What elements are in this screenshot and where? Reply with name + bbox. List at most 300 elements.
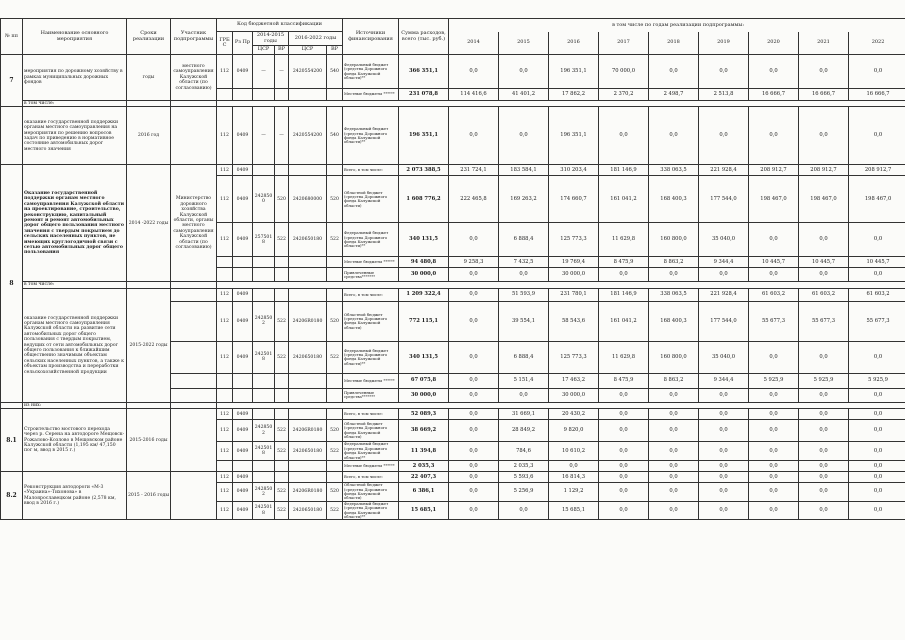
code-csr2 (289, 268, 327, 282)
year-value-cell: 181 146,9 (599, 165, 649, 176)
year-value-cell: 0,0 (649, 409, 699, 420)
year-value-cell: 55 677,3 (799, 301, 849, 341)
year-value-cell: 20 430,2 (549, 409, 599, 420)
code-vr2: 540 (327, 55, 343, 89)
year-header: 2022 (849, 32, 905, 55)
code-grbs: 112 (217, 341, 233, 373)
row-label-cell: в том числе: (23, 282, 127, 288)
code-grbs: 112 (217, 442, 233, 461)
year-header: 2015 (499, 32, 549, 55)
code-grbs: 112 (217, 165, 233, 176)
code-vr2 (327, 288, 343, 301)
code-vr2: 520 (327, 301, 343, 341)
year-value-cell: 0,0 (649, 107, 699, 165)
year-value-cell: 177 544,0 (699, 301, 749, 341)
code-vr1: 522 (275, 341, 289, 373)
code-vr1: 522 (275, 301, 289, 341)
year-value-cell: 0,0 (649, 472, 699, 483)
code-csr2 (289, 461, 327, 472)
code-grbs (217, 388, 233, 402)
year-value-cell: 31 669,1 (499, 409, 549, 420)
header-2016-2022: 2016-2022 годы (289, 32, 343, 46)
sum-cell: 30 000,0 (399, 268, 449, 282)
code-csr1 (253, 409, 275, 420)
code-rzpr: 0409 (233, 341, 253, 373)
code-grbs: 112 (217, 501, 233, 520)
code-vr1: 520 (275, 176, 289, 223)
code-vr1: 522 (275, 501, 289, 520)
code-vr2 (327, 373, 343, 388)
header-grbs: ГРБС (217, 32, 233, 55)
code-grbs (217, 461, 233, 472)
code-csr2 (289, 165, 327, 176)
code-csr1: 2425018 (253, 341, 275, 373)
year-value-cell: 5 925,9 (799, 373, 849, 388)
year-value-cell: 5 925,9 (749, 373, 799, 388)
code-csr2 (289, 409, 327, 420)
year-value-cell: 160 800,0 (649, 223, 699, 257)
year-value-cell: 0,0 (799, 483, 849, 502)
code-csr2 (289, 89, 327, 101)
year-value-cell: 0,0 (699, 501, 749, 520)
code-csr1 (253, 165, 275, 176)
code-vr1: — (275, 107, 289, 165)
sum-cell: 6 386,1 (399, 483, 449, 502)
code-csr2: 24206R0180 (289, 483, 327, 502)
year-value-cell: 0,0 (449, 442, 499, 461)
year-value-cell: 198 467,0 (849, 176, 905, 223)
year-value-cell: 0,0 (799, 472, 849, 483)
year-value-cell: 181 146,9 (599, 288, 649, 301)
code-vr1 (275, 257, 289, 268)
code-csr1 (253, 89, 275, 101)
year-value-cell: 2 498,7 (649, 89, 699, 101)
sum-cell: 340 131,5 (399, 223, 449, 257)
year-value-cell: 0,0 (699, 420, 749, 442)
year-value-cell: 55 677,3 (749, 301, 799, 341)
year-value-cell: 161 041,2 (599, 301, 649, 341)
year-value-cell: 0,0 (799, 442, 849, 461)
year-value-cell: 0,0 (699, 461, 749, 472)
year-value-cell: 0,0 (449, 483, 499, 502)
year-value-cell: 310 203,4 (549, 165, 599, 176)
event-name: мероприятия по дорожному хозяйству в рамках муниципальных дорожных фондов (23, 55, 127, 101)
sum-cell: 38 669,2 (399, 420, 449, 442)
year-value-cell: 5 593,6 (499, 472, 549, 483)
year-value-cell: 0,0 (699, 107, 749, 165)
year-value-cell: 231 724,1 (449, 165, 499, 176)
code-vr2 (327, 89, 343, 101)
code-vr2: 520 (327, 176, 343, 223)
year-value-cell: 0,0 (799, 409, 849, 420)
year-value-cell: 208 912,7 (799, 165, 849, 176)
year-value-cell: 8 475,9 (599, 257, 649, 268)
code-grbs: 112 (217, 223, 233, 257)
year-value-cell: 28 849,2 (499, 420, 549, 442)
source-cell: Федеральный бюджет (средства Дорожного фонда Калужской области)** (343, 442, 399, 461)
code-grbs: 112 (217, 107, 233, 165)
code-rzpr (233, 268, 253, 282)
code-vr1: 522 (275, 420, 289, 442)
code-csr2: 2420554200 (289, 107, 327, 165)
year-value-cell: 0,0 (799, 461, 849, 472)
year-value-cell: 0,0 (749, 223, 799, 257)
year-value-cell: 784,6 (499, 442, 549, 461)
year-value-cell: 0,0 (599, 442, 649, 461)
year-value-cell: 0,0 (599, 472, 649, 483)
code-csr2: 2420650180 (289, 501, 327, 520)
code-vr1 (275, 461, 289, 472)
year-value-cell: 9 820,0 (549, 420, 599, 442)
year-value-cell: 0,0 (799, 223, 849, 257)
code-grbs (217, 373, 233, 388)
code-rzpr: 0409 (233, 420, 253, 442)
year-value-cell: 0,0 (699, 442, 749, 461)
participant-cell (171, 388, 217, 402)
year-value-cell: 0,0 (699, 388, 749, 402)
code-vr2: 520 (327, 420, 343, 442)
participant-cell: Министерство дорожного хозяйства Калужской области, органы местного самоуправления Калужской области (по согласованию) (171, 165, 217, 282)
sum-cell: 52 089,3 (399, 409, 449, 420)
period-cell: 2014 -2022 годы (127, 165, 171, 282)
year-value-cell: 15 685,1 (549, 501, 599, 520)
code-csr2 (289, 288, 327, 301)
code-csr1: 2428502 (253, 483, 275, 502)
year-value-cell: 125 773,3 (549, 223, 599, 257)
code-csr1 (253, 388, 275, 402)
code-rzpr: 0409 (233, 55, 253, 89)
year-value-cell: 0,0 (699, 472, 749, 483)
header-participant: Участник подпрограммы (171, 19, 217, 55)
year-value-cell: 0,0 (699, 409, 749, 420)
code-rzpr: 0409 (233, 165, 253, 176)
code-rzpr: 0409 (233, 301, 253, 341)
source-cell: Федеральный бюджет (средства Дорожного фонда Калужской области)** (343, 223, 399, 257)
year-header: 2019 (699, 32, 749, 55)
code-csr2 (289, 373, 327, 388)
year-value-cell: 0,0 (749, 472, 799, 483)
sum-cell: 772 115,1 (399, 301, 449, 341)
year-header: 2018 (649, 32, 699, 55)
year-value-cell: 16 666,7 (799, 89, 849, 101)
year-value-cell: 0,0 (849, 461, 905, 472)
year-value-cell: 0,0 (699, 55, 749, 89)
budget-table (0, 18, 905, 520)
year-value-cell: 16 814,3 (549, 472, 599, 483)
row-number: 8 (1, 165, 23, 402)
code-vr1 (275, 409, 289, 420)
participant-cell (171, 288, 217, 301)
code-rzpr: 0409 (233, 409, 253, 420)
header-sources: Источники финансирования (343, 19, 399, 55)
year-value-cell: 61 603,2 (749, 288, 799, 301)
code-grbs: 112 (217, 301, 233, 341)
header-csr-1: ЦСР (253, 46, 275, 55)
year-value-cell: 16 666,7 (749, 89, 799, 101)
source-cell: Местные бюджеты ****** (343, 373, 399, 388)
year-value-cell: 0,0 (449, 388, 499, 402)
code-csr1 (253, 257, 275, 268)
event-name: оказание государственной поддержки органам местного самоуправления на мероприятия по решению вопросов задач по приведению в нормативное состояние автомобильных дорог местного значения (23, 107, 127, 165)
source-cell: Всего, в том числе: (343, 409, 399, 420)
code-vr2: 540 (327, 107, 343, 165)
year-value-cell: 231 780,1 (549, 288, 599, 301)
header-sum: Сумма расходов, всего (тыс. руб.) (399, 19, 449, 55)
source-cell: Привлеченные средства******* (343, 388, 399, 402)
year-value-cell: 6 888,4 (499, 341, 549, 373)
code-vr2: 520 (327, 483, 343, 502)
year-value-cell: 0,0 (749, 461, 799, 472)
year-value-cell: 8 863,2 (649, 257, 699, 268)
year-value-cell: 61 603,2 (849, 288, 905, 301)
code-csr1 (253, 373, 275, 388)
year-value-cell: 208 912,7 (849, 165, 905, 176)
sum-cell: 231 078,8 (399, 89, 449, 101)
code-csr1 (253, 461, 275, 472)
code-csr1: 2428500 (253, 176, 275, 223)
row-label-cell: в том числе: (23, 101, 127, 107)
year-value-cell: 5 925,9 (849, 373, 905, 388)
code-csr1: 2425018 (253, 442, 275, 461)
year-value-cell: 0,0 (749, 409, 799, 420)
code-csr2 (289, 388, 327, 402)
table-row (1, 288, 905, 301)
year-value-cell: 70 000,0 (599, 55, 649, 89)
header-event: Наименование основного мероприятия (23, 19, 127, 55)
code-vr1 (275, 472, 289, 483)
year-value-cell: 0,0 (449, 341, 499, 373)
year-value-cell: 9 258,3 (449, 257, 499, 268)
year-value-cell: 0,0 (849, 501, 905, 520)
year-value-cell: 0,0 (649, 388, 699, 402)
year-value-cell: 35 040,0 (699, 223, 749, 257)
code-csr1: — (253, 55, 275, 89)
year-value-cell: 0,0 (749, 388, 799, 402)
year-value-cell: 0,0 (749, 268, 799, 282)
header-2014-2015: 2014-2015 годы (253, 32, 289, 46)
period-cell: 2015 - 2016 годы (127, 472, 171, 520)
header-vr-1: ВР (275, 46, 289, 55)
source-cell: Федеральный бюджет (средства Дорожного фонда Калужской области)** (343, 55, 399, 89)
row-number (1, 107, 23, 165)
period-cell: 2015-2022 годы (127, 288, 171, 402)
code-vr2 (327, 461, 343, 472)
header-by-years-text: в том числе по годам реализации подпрограммы: (612, 21, 745, 28)
sum-cell: 2 035,3 (399, 461, 449, 472)
year-value-cell: 0,0 (499, 55, 549, 89)
code-csr2: 2420650180 (289, 442, 327, 461)
year-value-cell: 198 467,0 (749, 176, 799, 223)
source-cell: Федеральный бюджет (средства Дорожного фонда Калужской области)** (343, 341, 399, 373)
year-value-cell: 0,0 (649, 55, 699, 89)
year-value-cell: 0,0 (849, 409, 905, 420)
year-value-cell: 0,0 (699, 483, 749, 502)
code-csr2 (289, 257, 327, 268)
year-value-cell: 0,0 (649, 483, 699, 502)
year-value-cell: 0,0 (849, 341, 905, 373)
year-value-cell: 0,0 (599, 388, 649, 402)
source-cell: Федеральный бюджет (средства Дорожного фонда Калужской области)** (343, 107, 399, 165)
year-value-cell: 177 544,0 (699, 176, 749, 223)
code-rzpr (233, 89, 253, 101)
participant-cell (171, 301, 217, 341)
code-grbs (217, 89, 233, 101)
year-value-cell: 0,0 (649, 268, 699, 282)
year-value-cell: 0,0 (499, 388, 549, 402)
code-csr2 (289, 472, 327, 483)
header-vr-2: ВР (327, 46, 343, 55)
year-value-cell: 338 063,5 (649, 288, 699, 301)
year-value-cell: 0,0 (699, 268, 749, 282)
year-value-cell: 0,0 (449, 409, 499, 420)
code-grbs: 112 (217, 472, 233, 483)
event-name: оказание государственной поддержки органам местного самоуправления Калужской области на развитие сети автомобильных дорог общего пользования с твердым покрытием, ведущих от сети автомобильных дорог общего пользования к ближайшим общественно значимым объектам сельских населенных пунктов, а также к объектам производства и переработки сельскохозяйственной продукции (23, 288, 127, 402)
year-value-cell: 0,0 (649, 442, 699, 461)
year-value-cell: 0,0 (649, 501, 699, 520)
year-value-cell: 0,0 (749, 107, 799, 165)
source-cell: Привлеченные средства******* (343, 268, 399, 282)
code-grbs: 112 (217, 288, 233, 301)
year-value-cell: 10 610,2 (549, 442, 599, 461)
year-value-cell: 2 035,3 (499, 461, 549, 472)
event-name: Оказание государственной поддержки органам местного самоуправления Калужской области на проектирование, строительство, реконструкцию, капитальный ремонт и ремонт автомобильных дорог общего пользования местного значения с твердым покрытием до сельских населенных пунктов, не имеющих круглогодичной связи с сетью автомобильных дорог общего пользования (23, 165, 127, 282)
period-cell: 2015-2016 годы (127, 409, 171, 472)
code-vr2: 522 (327, 223, 343, 257)
year-value-cell: 8 475,9 (599, 373, 649, 388)
year-value-cell: 0,0 (449, 420, 499, 442)
code-csr1 (253, 268, 275, 282)
year-value-cell: 0,0 (849, 55, 905, 89)
table-row (1, 165, 905, 176)
year-header: 2014 (449, 32, 499, 55)
code-vr1: 522 (275, 442, 289, 461)
year-value-cell: 16 666,7 (849, 89, 905, 101)
year-header: 2016 (549, 32, 599, 55)
participant-cell (171, 373, 217, 388)
code-rzpr: 0409 (233, 483, 253, 502)
year-value-cell: 0,0 (599, 107, 649, 165)
year-value-cell: 0,0 (449, 373, 499, 388)
year-value-cell: 0,0 (849, 388, 905, 402)
source-cell: Всего, в том числе: (343, 288, 399, 301)
year-value-cell: 0,0 (749, 55, 799, 89)
year-value-cell: 0,0 (449, 472, 499, 483)
year-value-cell: 0,0 (849, 268, 905, 282)
year-value-cell: 0,0 (449, 301, 499, 341)
period-cell: 2016 год (127, 107, 171, 165)
year-value-cell: 1 129,2 (549, 483, 599, 502)
year-value-cell: 0,0 (449, 461, 499, 472)
year-value-cell: 0,0 (849, 483, 905, 502)
year-value-cell: 114 416,6 (449, 89, 499, 101)
year-value-cell: 0,0 (599, 409, 649, 420)
sum-cell: 22 407,3 (399, 472, 449, 483)
year-value-cell: 0,0 (599, 420, 649, 442)
year-value-cell: 10 445,7 (799, 257, 849, 268)
code-csr1: 2428502 (253, 301, 275, 341)
code-csr1: 2575018 (253, 223, 275, 257)
code-vr1 (275, 268, 289, 282)
code-vr1 (275, 373, 289, 388)
year-value-cell: 0,0 (599, 483, 649, 502)
code-vr2: 522 (327, 442, 343, 461)
code-grbs: 112 (217, 420, 233, 442)
year-value-cell: 222 465,8 (449, 176, 499, 223)
source-cell: Областной бюджет (средства Дорожного фонда Калужской области) (343, 483, 399, 502)
year-value-cell: 0,0 (849, 442, 905, 461)
code-csr2: 2420680000 (289, 176, 327, 223)
year-value-cell: 174 660,7 (549, 176, 599, 223)
year-value-cell: 221 928,4 (699, 165, 749, 176)
year-value-cell: 11 629,8 (599, 223, 649, 257)
row-number: 8.1 (1, 409, 23, 472)
year-value-cell: 183 584,1 (499, 165, 549, 176)
year-value-cell: 10 445,7 (849, 257, 905, 268)
year-value-cell: 0,0 (799, 501, 849, 520)
year-value-cell: 0,0 (749, 483, 799, 502)
year-header: 2021 (799, 32, 849, 55)
year-value-cell: 19 769,4 (549, 257, 599, 268)
year-value-cell: 55 677,3 (849, 301, 905, 341)
code-csr1 (253, 472, 275, 483)
code-grbs: 112 (217, 176, 233, 223)
year-value-cell: 0,0 (599, 461, 649, 472)
year-value-cell: 0,0 (449, 223, 499, 257)
participant-cell: местного самоуправления Калужской области (по согласованию) (171, 55, 217, 101)
source-cell: Местные бюджеты ****** (343, 89, 399, 101)
year-value-cell: 160 800,0 (649, 341, 699, 373)
sum-cell: 2 073 388,5 (399, 165, 449, 176)
year-value-cell: 208 912,7 (749, 165, 799, 176)
code-rzpr: 0409 (233, 176, 253, 223)
sum-cell: 15 685,1 (399, 501, 449, 520)
participant-cell (171, 472, 217, 520)
code-csr2: 2420554200 (289, 55, 327, 89)
sum-cell: 11 394,8 (399, 442, 449, 461)
source-cell: Местные бюджеты ****** (343, 257, 399, 268)
header-csr-2: ЦСР (289, 46, 327, 55)
source-cell: Всего, в том числе: (343, 165, 399, 176)
code-vr1 (275, 288, 289, 301)
year-value-cell: 0,0 (749, 420, 799, 442)
year-value-cell: 0,0 (499, 107, 549, 165)
sum-cell: 340 131,5 (399, 341, 449, 373)
source-cell: Областной бюджет (средства Дорожного фонда Калужской области) (343, 301, 399, 341)
year-value-cell: 221 928,4 (699, 288, 749, 301)
year-value-cell: 196 351,1 (549, 55, 599, 89)
year-value-cell: 30 000,0 (549, 388, 599, 402)
code-vr2 (327, 472, 343, 483)
year-value-cell: 0,0 (799, 107, 849, 165)
year-value-cell: 125 773,3 (549, 341, 599, 373)
year-value-cell: 0,0 (799, 55, 849, 89)
year-header: 2017 (599, 32, 649, 55)
year-value-cell: 35 040,0 (699, 341, 749, 373)
participant-cell (171, 107, 217, 165)
row-label-cell: из них: (23, 402, 127, 408)
year-value-cell: 196 351,1 (549, 107, 599, 165)
header-period: Сроки реализации (127, 19, 171, 55)
year-value-cell: 39 554,1 (499, 301, 549, 341)
sum-cell: 366 351,1 (399, 55, 449, 89)
year-value-cell: 0,0 (649, 461, 699, 472)
code-vr1 (275, 89, 289, 101)
sum-cell: 30 000,0 (399, 388, 449, 402)
year-value-cell: 0,0 (499, 501, 549, 520)
table-header (1, 19, 905, 55)
year-value-cell: 2 370,2 (599, 89, 649, 101)
code-csr2: 24206R0180 (289, 301, 327, 341)
